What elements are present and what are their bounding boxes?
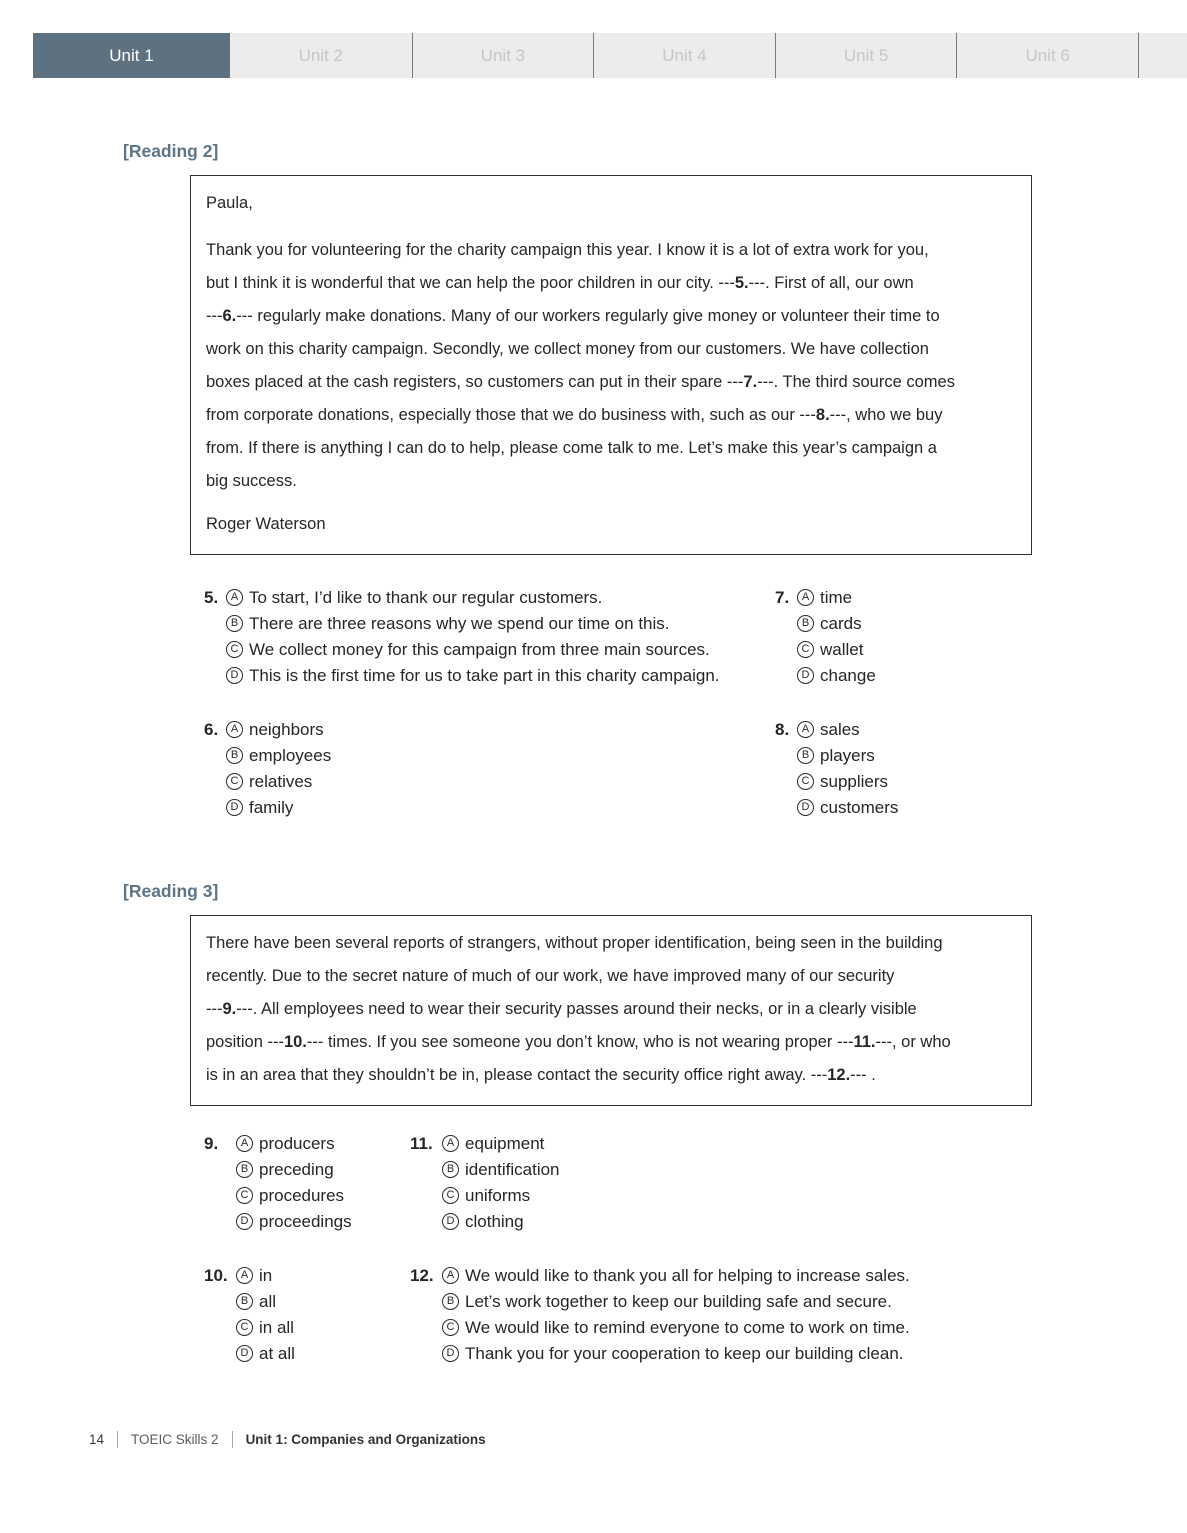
option-letter-circle: D [442, 1345, 459, 1362]
option-text: in all [259, 1318, 294, 1337]
option-letter-circle: A [797, 721, 814, 738]
option-letter-circle: D [226, 667, 243, 684]
reading3-passage-box [190, 915, 1032, 1106]
passage-line: big success. [206, 472, 297, 490]
question-number: 12. [410, 1266, 434, 1285]
tab-unit-5: Unit 5 [775, 33, 957, 78]
answer-option-d [442, 1209, 560, 1235]
question-column [410, 1131, 910, 1367]
answer-option-a [442, 1131, 560, 1157]
option-text: identification [465, 1160, 560, 1179]
answer-option-a [797, 585, 876, 611]
question-7 [775, 585, 898, 689]
option-letter-circle: A [236, 1267, 253, 1284]
option-text: To start, I’d like to thank our regular customers. [249, 588, 603, 607]
option-text: time [820, 588, 853, 607]
question-10 [204, 1263, 410, 1367]
option-letter-circle: C [236, 1187, 253, 1204]
option-letter-circle: B [236, 1161, 253, 1178]
page-footer [89, 1431, 486, 1448]
option-text: proceedings [259, 1212, 352, 1231]
answer-option-c [236, 1183, 352, 1209]
question-number: 6. [204, 720, 219, 739]
option-letter-circle: C [797, 773, 814, 790]
reading2-heading: [Reading 2] [123, 141, 219, 161]
answer-option-b [797, 611, 876, 637]
answer-option-c [797, 769, 898, 795]
option-text: employees [249, 746, 332, 765]
option-letter-circle: C [236, 1319, 253, 1336]
tab-unit-2: Unit 2 [230, 33, 412, 78]
answer-options [226, 585, 720, 689]
option-text: This is the first time for us to take part in this charity campaign. [249, 666, 720, 685]
option-letter-circle: B [226, 747, 243, 764]
option-letter-circle: A [226, 589, 243, 606]
option-letter-circle: C [226, 641, 243, 658]
answer-option-b [226, 743, 331, 769]
reading3-section [123, 881, 1187, 1367]
answer-options [797, 717, 898, 821]
answer-option-c [797, 637, 876, 663]
answer-options [797, 585, 876, 689]
tab-unit-6: Unit 6 [956, 33, 1138, 78]
option-letter-circle: C [797, 641, 814, 658]
answer-options [236, 1263, 295, 1367]
answer-option-a [442, 1263, 910, 1289]
answer-options [442, 1263, 910, 1367]
option-letter-circle: D [797, 799, 814, 816]
option-text: neighbors [249, 720, 324, 739]
passage-line: There have been several reports of strangers, without proper identification, being seen in the building [206, 934, 943, 952]
book-title: TOEIC Skills 2 [131, 1432, 219, 1447]
answer-option-c [236, 1315, 295, 1341]
option-letter-circle: C [226, 773, 243, 790]
tab-unit-3: Unit 3 [412, 33, 594, 78]
question-8 [775, 717, 898, 821]
option-text: We collect money for this campaign from three main sources. [249, 640, 710, 659]
answer-option-a [797, 717, 898, 743]
salutation: Paula, [206, 194, 253, 212]
answer-option-b [442, 1157, 560, 1183]
option-letter-circle: C [442, 1319, 459, 1336]
answer-option-c [226, 637, 720, 663]
reading2-section [123, 141, 1187, 821]
option-text: in [259, 1266, 273, 1285]
option-letter-circle: B [236, 1293, 253, 1310]
option-text: producers [259, 1134, 335, 1153]
answer-options [226, 717, 331, 821]
option-text: family [249, 798, 294, 817]
option-text: customers [820, 798, 899, 817]
answer-option-b [442, 1289, 910, 1315]
passage-line: but I think it is wonderful that we can help the poor children in our city. ---5.---. First of all, our own [206, 274, 914, 292]
question-9 [204, 1131, 410, 1235]
answer-option-b [236, 1157, 352, 1183]
answer-option-a [236, 1131, 352, 1157]
signature: Roger Waterson [206, 515, 326, 533]
option-text: wallet [820, 640, 864, 659]
unit-tabs [33, 33, 1187, 78]
option-text: suppliers [820, 772, 889, 791]
question-number: 5. [204, 588, 219, 607]
tab-stub [1138, 33, 1187, 78]
option-text: There are three reasons why we spend our time on this. [249, 614, 670, 633]
option-letter-circle: B [442, 1161, 459, 1178]
answer-option-d [797, 663, 876, 689]
footer-separator [232, 1431, 233, 1448]
option-letter-circle: A [797, 589, 814, 606]
question-number: 7. [775, 588, 790, 607]
option-letter-circle: A [442, 1267, 459, 1284]
page-number: 14 [89, 1432, 105, 1447]
option-text: sales [820, 720, 860, 739]
option-text: Let’s work together to keep our building safe and secure. [465, 1292, 892, 1311]
option-letter-circle: D [236, 1345, 253, 1362]
question-column [204, 585, 775, 821]
option-letter-circle: C [442, 1187, 459, 1204]
answer-option-b [226, 611, 720, 637]
question-number: 9. [204, 1134, 219, 1153]
answer-option-a [226, 585, 720, 611]
answer-option-c [442, 1183, 560, 1209]
option-letter-circle: B [797, 615, 814, 632]
answer-option-a [226, 717, 331, 743]
option-text: cards [820, 614, 862, 633]
passage-line: Thank you for volunteering for the charity campaign this year. I know it is a lot of extra work for you, [206, 241, 929, 259]
option-text: equipment [465, 1134, 545, 1153]
answer-option-a [236, 1263, 295, 1289]
passage-line: boxes placed at the cash registers, so customers can put in their spare ---7.---. The third source comes [206, 373, 955, 391]
option-text: change [820, 666, 876, 685]
answer-option-d [442, 1341, 910, 1367]
reading2-questions [204, 585, 1187, 821]
reading2-passage-box [190, 175, 1032, 555]
answer-option-d [226, 663, 720, 689]
passage-line: ---9.---. All employees need to wear their security passes around their necks, or in a clearly visible [206, 1000, 917, 1018]
option-text: relatives [249, 772, 313, 791]
option-text: all [259, 1292, 277, 1311]
passage-line: from. If there is anything I can do to help, please come talk to me. Let’s make this year’s campaign a [206, 439, 937, 457]
option-letter-circle: B [226, 615, 243, 632]
question-5 [204, 585, 775, 689]
option-text: Thank you for your cooperation to keep our building clean. [465, 1344, 904, 1363]
answer-option-c [226, 769, 331, 795]
answer-option-d [236, 1341, 295, 1367]
question-11 [410, 1131, 910, 1235]
answer-option-d [236, 1209, 352, 1235]
footer-separator [117, 1431, 118, 1448]
passage-line: ---6.--- regularly make donations. Many of our workers regularly give money or volunteer their time to [206, 307, 940, 325]
option-text: at all [259, 1344, 295, 1363]
answer-option-c [442, 1315, 910, 1341]
reading2-passage-body [206, 234, 1017, 498]
option-text: uniforms [465, 1186, 531, 1205]
option-letter-circle: A [442, 1135, 459, 1152]
tab-unit-4: Unit 4 [593, 33, 775, 78]
question-column [775, 585, 898, 821]
option-letter-circle: A [226, 721, 243, 738]
answer-option-b [236, 1289, 295, 1315]
question-number: 10. [204, 1266, 228, 1285]
question-column [204, 1131, 410, 1367]
option-text: clothing [465, 1212, 524, 1231]
option-letter-circle: D [236, 1213, 253, 1230]
reading3-questions [204, 1131, 1187, 1367]
option-text: We would like to remind everyone to come to work on time. [465, 1318, 910, 1337]
passage-line: recently. Due to the secret nature of much of our work, we have improved many of our security [206, 967, 895, 985]
answer-option-b [797, 743, 898, 769]
unit-title: Unit 1: Companies and Organizations [245, 1432, 486, 1447]
option-letter-circle: D [442, 1213, 459, 1230]
option-text: procedures [259, 1186, 345, 1205]
option-text: preceding [259, 1160, 334, 1179]
question-number: 11. [410, 1134, 433, 1153]
question-number: 8. [775, 720, 790, 739]
reading3-heading: [Reading 3] [123, 881, 219, 901]
answer-options [236, 1131, 352, 1235]
passage-line: work on this charity campaign. Secondly, we collect money from our customers. We have collection [206, 340, 929, 358]
page-content [0, 141, 1187, 1367]
passage-line: from corporate donations, especially those that we do business with, such as our ---8.---, who we buy [206, 406, 943, 424]
question-12 [410, 1263, 910, 1367]
passage-line: position ---10.--- times. If you see someone you don’t know, who is not wearing proper ---11.---, or who [206, 1033, 951, 1051]
option-letter-circle: B [797, 747, 814, 764]
option-letter-circle: A [236, 1135, 253, 1152]
reading3-passage-body [206, 927, 1017, 1092]
option-letter-circle: D [226, 799, 243, 816]
question-6 [204, 717, 775, 821]
answer-options [442, 1131, 560, 1235]
option-letter-circle: D [797, 667, 814, 684]
passage-line: is in an area that they shouldn’t be in, please contact the security office right away. ---12.--- . [206, 1066, 876, 1084]
option-text: players [820, 746, 875, 765]
answer-option-d [797, 795, 898, 821]
option-letter-circle: B [442, 1293, 459, 1310]
tab-unit-1: Unit 1 [33, 33, 230, 78]
option-text: We would like to thank you all for helping to increase sales. [465, 1266, 910, 1285]
answer-option-d [226, 795, 331, 821]
